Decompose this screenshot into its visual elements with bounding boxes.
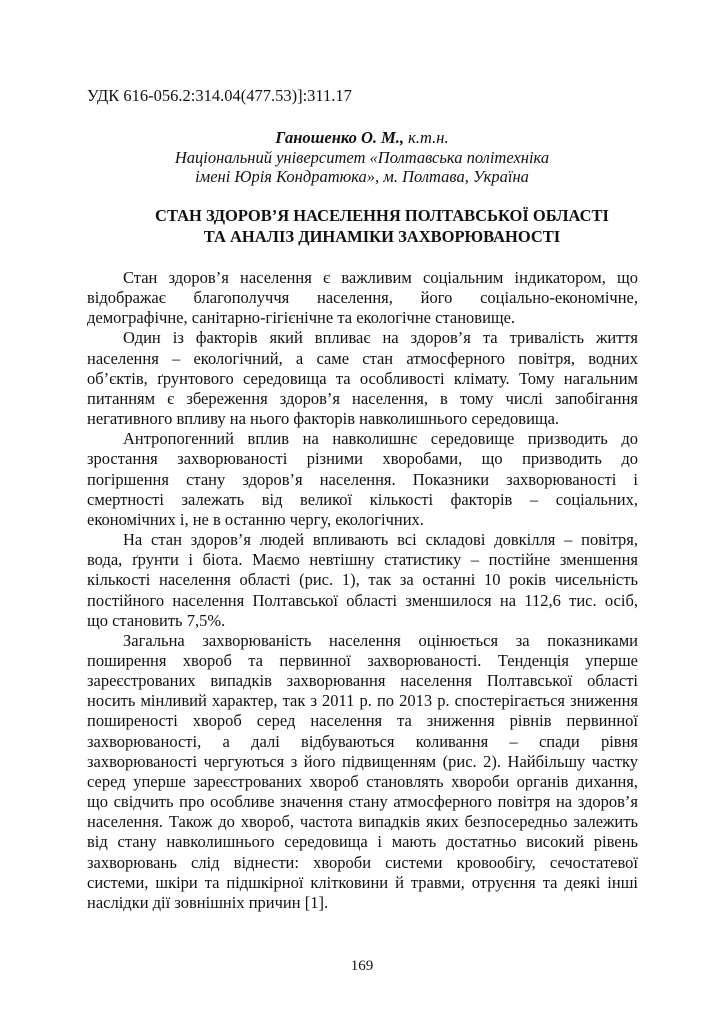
article-body — [87, 268, 638, 913]
paragraph-line: носить мінливий характер, так з 2011 р. по 2013 р. спостерігається зниження — [87, 691, 638, 711]
paragraph-line: наслідки дії зовнішніх причин [1]. — [87, 892, 329, 912]
paragraph-line: економічних і, не в останню чергу, екологічних. — [87, 509, 424, 529]
paragraph-line: відображає благополуччя населення, його соціально-економічне, — [87, 288, 638, 308]
author-degree: к.т.н. — [408, 128, 449, 147]
paragraph-line: системи, шкіри та підшкірної клітковини й травми, отруєння та деякі інші — [87, 872, 638, 892]
author-block — [0, 128, 724, 187]
article-title — [0, 205, 724, 247]
paragraph-line: поширеності хвороб серед населення та зниження рівнів первинної — [87, 711, 638, 731]
paragraph-line: Стан здоров’я населення є важливим соціальним індикатором, що — [123, 268, 638, 287]
title-line: ТА АНАЛІЗ ДИНАМІКИ ЗАХВОРЮВАНОСТІ — [203, 227, 561, 246]
paragraph-line: зростання захворюваності різними хворобами, що призводить до — [87, 449, 638, 469]
paragraph-line: захворюваності чергуються з його підвищенням (рис. 2). Найбільшу частку — [87, 751, 638, 771]
paragraph-line: демографічне, санітарно-гігієнічне та екологічне становище. — [87, 308, 516, 328]
paragraph-line: населення – екологічний, а саме стан атмосферного повітря, водних — [87, 348, 638, 368]
title-line: СТАН ЗДОРОВ’Я НАСЕЛЕННЯ ПОЛТАВСЬКОЇ ОБЛАСТІ — [155, 206, 609, 225]
paragraph-line: вода, ґрунти і біота. Маємо невтішну статистику – постійне зменшення — [87, 550, 638, 570]
paragraph-line: що свідчить про особливе значення стану атмосферного повітря на здоров’я — [87, 792, 638, 812]
udk-code: УДК 616-056.2:314.04(477.53)]:311.17 — [87, 86, 352, 105]
paragraph-line: зареєстрованих випадків захворювання населення Полтавської області — [87, 671, 638, 691]
author-line — [0, 128, 724, 148]
paragraph-line: постійного населення Полтавської області зменшилося на 112,6 тис. осіб, — [87, 590, 638, 610]
paragraph-line: захворювань слід віднести: хвороби системи кровообігу, сечостатевої — [87, 852, 638, 872]
paragraph-line: серед уперше зареєстрованих хвороб становлять хвороби органів дихання, — [87, 771, 638, 791]
paragraph-line: що становить 7,5%. — [87, 610, 226, 630]
author-name: Ганошенко О. М., — [275, 128, 405, 147]
paragraph-line: смертності залежать від великої кількості факторів – соціальних, — [87, 489, 638, 509]
paragraph-line: об’єктів, ґрунтового середовища та особливості клімату. Тому нагальним — [87, 368, 638, 388]
paragraph-line: Один із факторів який впливає на здоров’я та тривалість життя — [123, 328, 638, 348]
page-number: 169 — [350, 958, 374, 974]
paragraph-line: Антропогенний вплив на навколишнє середовище призводить до — [123, 429, 638, 449]
paragraph-line: поширення хвороб та первинної захворюваності. Тенденція уперше — [87, 650, 638, 670]
affiliation-line: Національний університет «Полтавська політехніка — [174, 147, 550, 167]
affiliation-line: імені Юрія Кондратюка», м. Полтава, Україна — [195, 167, 529, 186]
paragraph-line: На стан здоров’я людей впливають всі складові довкілля – повітря, — [123, 530, 638, 550]
paragraph-line: негативного впливу на нього факторів навколишнього середовища. — [87, 409, 560, 429]
paragraph-line: погіршення стану здоров’я населення. Показники захворюваності і — [87, 469, 638, 489]
paragraph-line: захворюваності, а далі відбуваються коливання – спади рівня — [87, 731, 638, 751]
paragraph-line: кількості населення області (рис. 1), так за останні 10 років чисельність — [87, 570, 638, 590]
paragraph-line: Загальна захворюваність населення оцінюється за показниками — [123, 630, 638, 650]
paragraph-line: від стану навколишнього середовища і мають достатньо високий рівень — [87, 832, 638, 852]
paragraph-line: питанням є збереження здоров’я населення, в тому числі запобігання — [87, 388, 638, 408]
paragraph-line: населення. Також до хвороб, частота випадків яких безпосередньо залежить — [87, 812, 638, 832]
